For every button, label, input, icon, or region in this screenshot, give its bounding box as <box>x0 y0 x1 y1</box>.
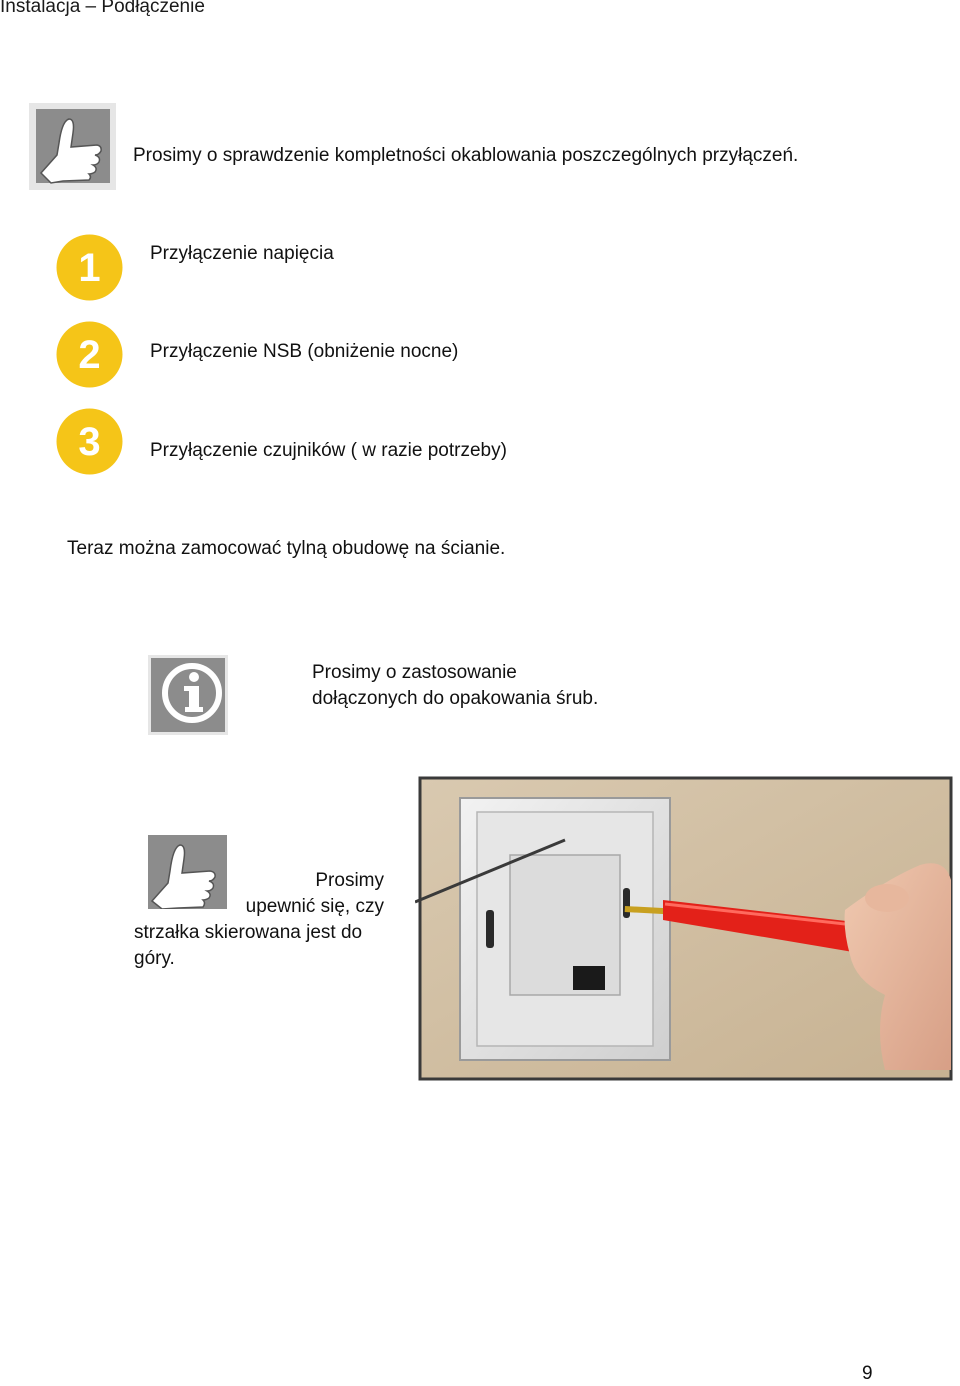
step-2-number: 2 <box>78 333 101 377</box>
arrow-note-line-1: Prosimy <box>315 870 384 891</box>
step-1-label: Przyłączenie napięcia <box>150 243 334 264</box>
mounting-photo <box>415 770 955 1082</box>
step-1-badge <box>56 234 123 301</box>
arrow-note-line-4: góry. <box>134 948 175 969</box>
info-icon <box>148 655 228 735</box>
arrow-note-line-3: strzałka skierowana jest do <box>134 922 363 943</box>
page-header: Instalacja – Podłączenie <box>0 0 205 17</box>
step-1-number: 1 <box>78 246 101 290</box>
intro-text: Prosimy o sprawdzenie kompletności okablowania poszczególnych przyłączeń. <box>133 145 799 166</box>
mount-instruction: Teraz można zamocować tylną obudowę na ścianie. <box>67 538 506 559</box>
step-2-label: Przyłączenie NSB (obniżenie nocne) <box>150 341 459 362</box>
thumbs-up-icon <box>29 103 116 190</box>
info-note-line-2: dołączonych do opakowania śrub. <box>312 688 599 709</box>
step-3-label: Przyłączenie czujników ( w razie potrzeby) <box>150 440 507 461</box>
arrow-note <box>134 868 384 972</box>
info-note-line-1: Prosimy o zastosowanie <box>312 662 517 683</box>
page-number: 9 <box>862 1363 873 1384</box>
arrow-note-line-2: upewnić się, czy <box>245 896 384 917</box>
step-3-number: 3 <box>78 420 101 464</box>
step-3-badge <box>56 408 123 475</box>
step-2-badge <box>56 321 123 388</box>
